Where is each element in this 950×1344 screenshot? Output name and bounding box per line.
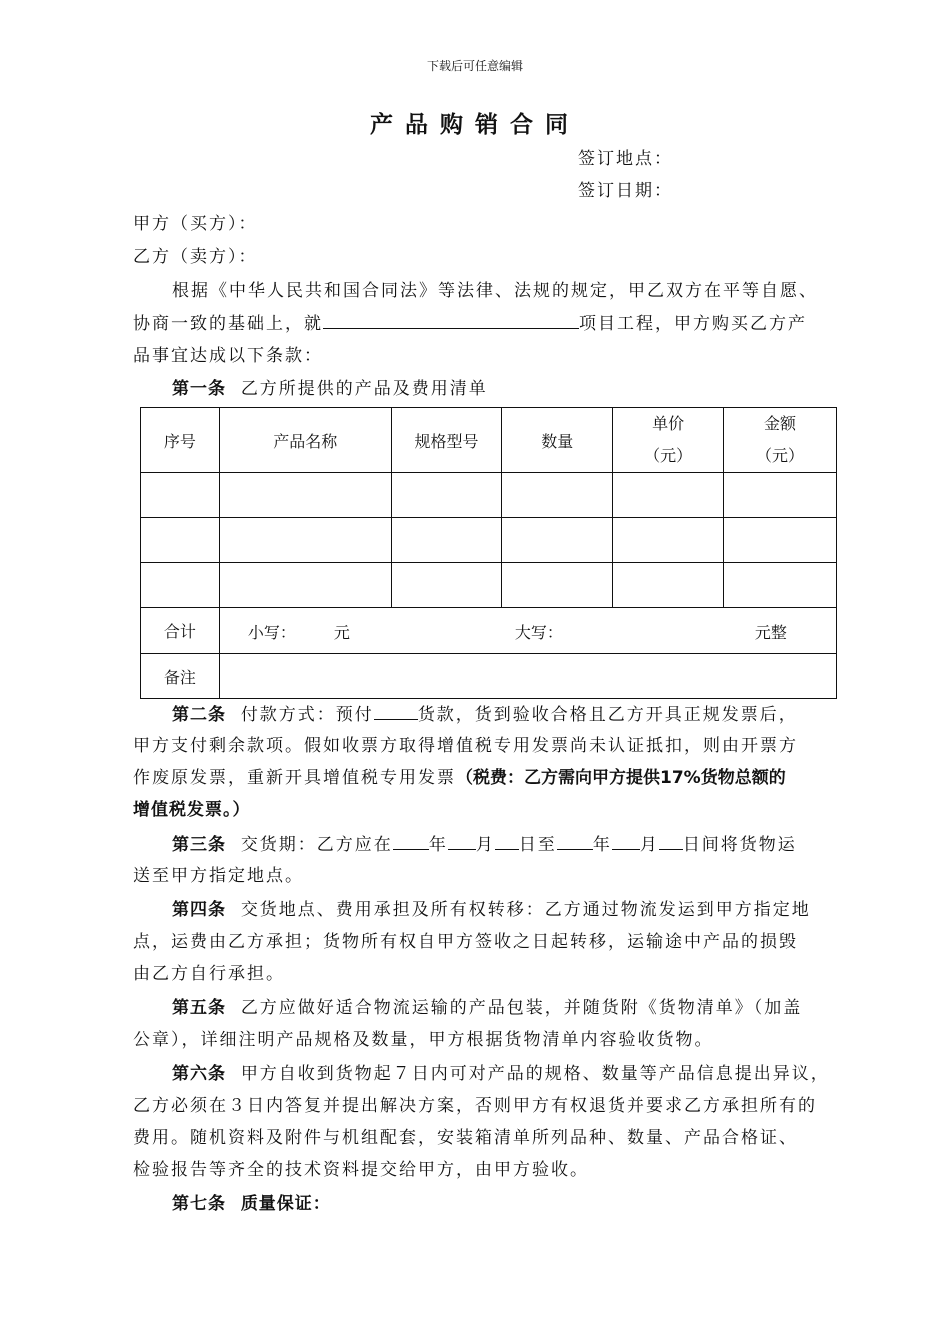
article-2-label: 第二条	[172, 705, 226, 725]
article-1	[172, 378, 488, 400]
article-2-tax-note-end: 增值税发票。）	[133, 800, 251, 820]
article-3-text: 交货期：乙方应在	[240, 835, 393, 855]
remark-label: 备注	[141, 654, 220, 699]
sign-date: 签订日期：	[578, 181, 673, 201]
document-title: 产品购销合同	[370, 112, 580, 138]
unit-price-currency: （元）	[644, 446, 693, 465]
unit-price-label: 单价	[652, 414, 685, 433]
article-7-text: 质量保证：	[240, 1194, 331, 1214]
sign-place: 签订地点：	[578, 149, 673, 169]
article-2-line-4	[133, 799, 251, 821]
article-4-line-3: 由乙方自行承担。	[133, 964, 285, 984]
intro-line-2	[133, 312, 807, 335]
big-yuan-zheng: 元整	[754, 623, 787, 642]
prepay-blank	[374, 703, 418, 720]
article-6-line-1: 第六条 甲方自收到货物起７日内可对产品的规格、数量等产品信息提出异议，	[172, 1064, 830, 1084]
article-2-line-3	[133, 767, 786, 789]
col-header-qty: 数量	[502, 408, 613, 473]
article-2-tax-note: （税费：乙方需向甲方提供17%货物总额的	[456, 768, 786, 788]
header-note: 下载后可任意编辑	[426, 59, 523, 73]
small-amount-label: 小写：	[247, 623, 296, 642]
article-3-line-2: 送至甲方指定地点。	[133, 866, 304, 886]
article-2-line-1	[172, 703, 798, 726]
intro-line-2a: 协商一致的基础上，就	[133, 314, 323, 334]
article-6-line-2: 乙方必须在３日内答复并提出解决方案，否则甲方有权退货并要求乙方承担所有的	[133, 1096, 817, 1116]
article-7	[172, 1193, 331, 1215]
project-blank	[323, 312, 579, 329]
article-4-label: 第四条	[172, 900, 226, 920]
table-header-row	[141, 408, 837, 473]
intro-line-2b: 项目工程，甲方购买乙方产	[579, 314, 807, 334]
article-2-text-a: 付款方式：预付	[240, 705, 374, 725]
remark-row	[141, 654, 837, 699]
goods-table	[140, 407, 837, 699]
small-yuan: 元	[333, 623, 350, 642]
amount-currency: （元）	[756, 446, 805, 465]
col-header-product: 产品名称	[219, 408, 391, 473]
article-5-line-1: 第五条 乙方应做好适合物流运输的产品包装，并随货附《货物清单》（加盖	[172, 998, 803, 1018]
article-1-label: 第一条	[172, 379, 226, 399]
article-2-text-c: 作废原发票，重新开具增值税专用发票	[133, 768, 456, 788]
col-header-spec: 规格型号	[391, 408, 502, 473]
amount-label: 金额	[764, 414, 797, 433]
article-2-text-b: 货款，货到验收合格且乙方开具正规发票后，	[417, 705, 798, 725]
article-1-text: 乙方所提供的产品及费用清单	[240, 379, 488, 399]
total-amount-cell	[219, 608, 836, 654]
article-5-label: 第五条	[172, 998, 226, 1018]
col-header-index: 序号	[141, 408, 220, 473]
party-a: 甲方（买方）：	[133, 214, 258, 234]
col-header-amount	[724, 408, 837, 473]
remark-cell	[219, 654, 836, 699]
article-3-line-1: 第三条 交货期：乙方应在 年 月 日至 年 月 日间将货物运	[172, 835, 797, 855]
table-row	[141, 563, 837, 608]
article-7-label: 第七条	[172, 1194, 226, 1214]
article-5-line-2: 公章），详细注明产品规格及数量，甲方根据货物清单内容验收货物。	[133, 1030, 714, 1050]
article-6-line-3: 费用。随机资料及附件与机组配套，安装箱清单所列品种、数量、产品合格证、	[133, 1128, 798, 1148]
article-3-label: 第三条	[172, 835, 226, 855]
article-6-label: 第六条	[172, 1064, 226, 1084]
intro-line-1: 根据《中华人民共和国合同法》等法律、法规的规定，甲乙双方在平等自愿、	[172, 281, 818, 301]
article-2-line-2: 甲方支付剩余款项。假如收票方取得增值税专用发票尚未认证抵扣，则由开票方	[133, 736, 798, 756]
total-label: 合计	[141, 608, 220, 654]
table-row	[141, 473, 837, 518]
table-row	[141, 518, 837, 563]
article-6-line-4: 检验报告等齐全的技术资料提交给甲方，由甲方验收。	[133, 1160, 589, 1180]
total-row	[141, 608, 837, 654]
intro-line-3: 品事宜达成以下条款：	[133, 346, 323, 366]
party-b: 乙方（卖方）：	[133, 247, 258, 267]
article-4-line-2: 点，运费由乙方承担；货物所有权自甲方签收之日起转移，运输途中产品的损毁	[133, 932, 798, 952]
article-4-line-1: 第四条 交货地点、费用承担及所有权转移：乙方通过物流发运到甲方指定地	[172, 900, 811, 920]
col-header-unit-price	[613, 408, 724, 473]
big-amount-label: 大写：	[514, 623, 563, 642]
